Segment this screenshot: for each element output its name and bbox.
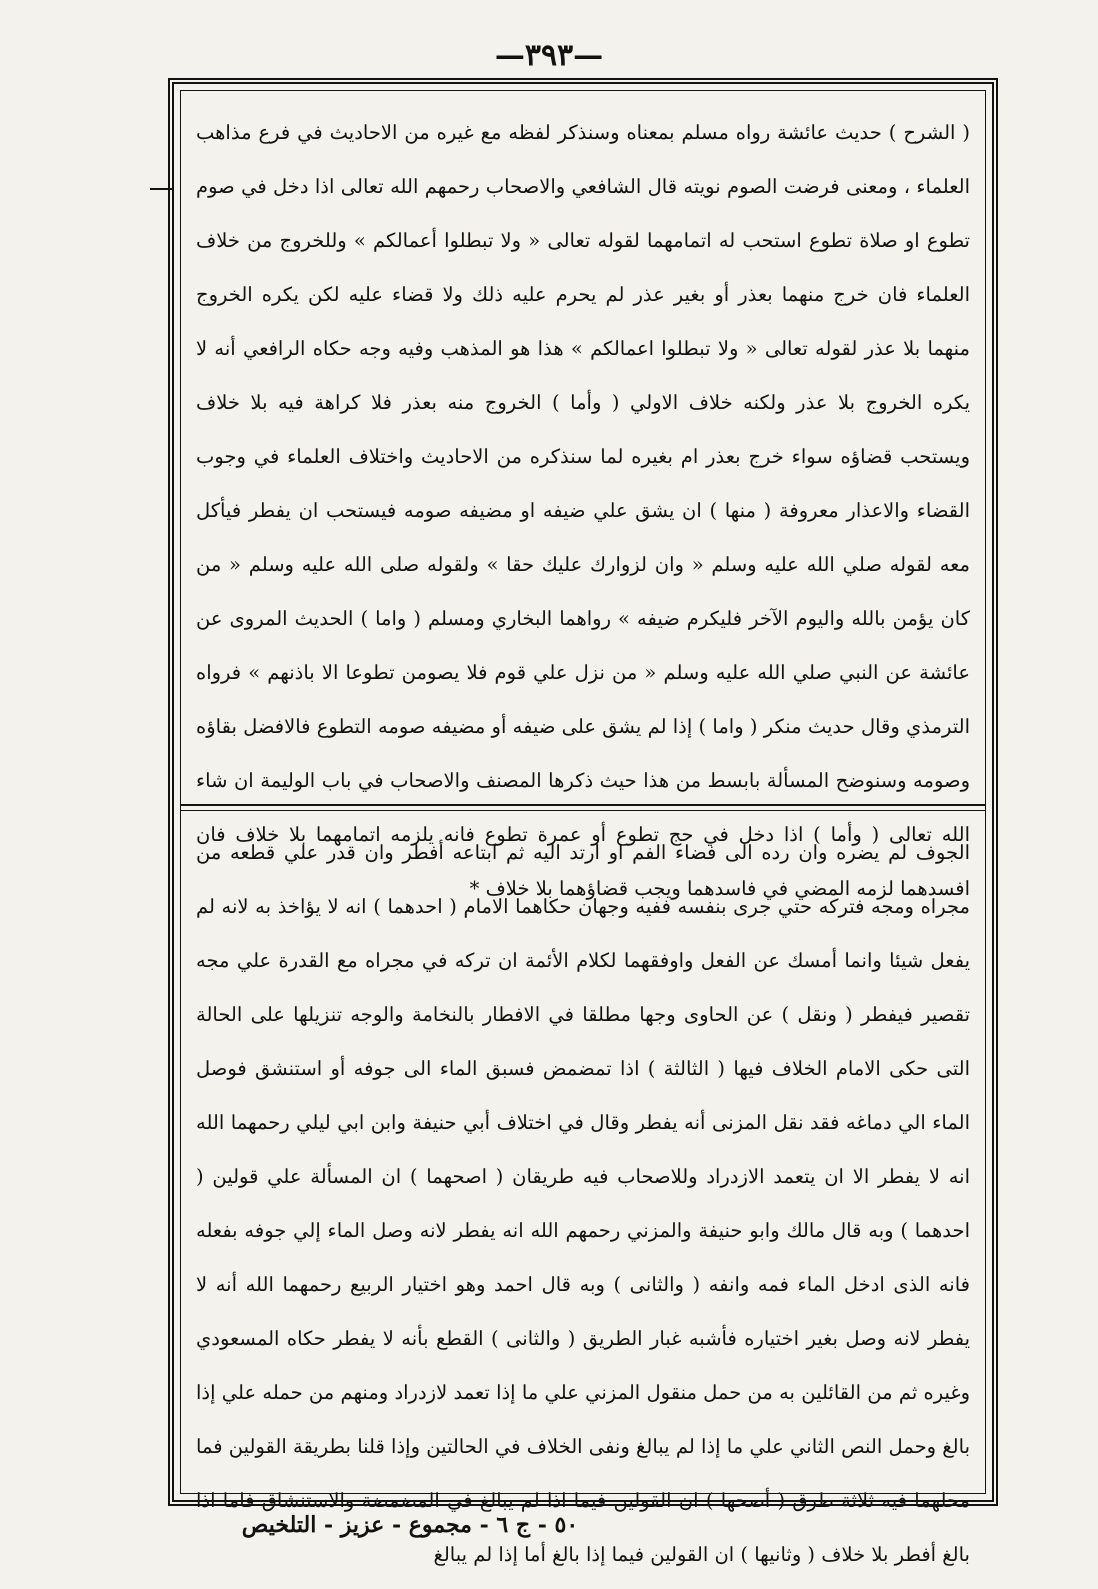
- commentary-text: ( الشرح ) حديث عائشة رواه مسلم بمعناه وسنذكر لفظه مع غيره من الاحاديث في فرع مذاهب العلماء ، ومعنى فرضت الصوم نويته قال الشافعي والاصحاب رحمهم الله تعالى اذا دخل في صوم تطوع او صلاة تطوع استحب له اتمامهما لقوله تعالى « ولا تبطلوا أعمالكم » وللخروج من خلاف العلماء فان خرج منهما بعذر أو بغير عذر لم يحرم عليه ذلك ولا قضاء عليه لكن يكره الخروج منهما بلا عذر لقوله تعالى « ولا تبطلوا اعمالكم » هذا هو المذهب وفيه وجه حكاه الرافعي أنه لا يكره الخروج بلا عذر ولكنه خلاف الاولي ( وأما ) الخروج منه بعذر فلا كراهة فيه بلا خلاف ويستحب قضاؤه سواء خرج بعذر ام بغيره لما سنذكره من الاحاديث واختلاف العلماء في وجوب القضاء والاعذار معروفة ( منها ) ان يشق علي ضيفه او مضيفه صومه فيستحب ان يفطر فيأكل معه لقوله صلي الله عليه وسلم « وان لزوارك عليك حقا » ولقوله صلى الله عليه وسلم « من كان يؤمن بالله واليوم الآخر فليكرم ضيفه » رواهما البخاري ومسلم ( واما ) الحديث المروى عن عائشة عن النبي صلي الله عليه وسلم « من نزل علي قوم فلا يصومن تطوعا الا باذنهم » فرواه الترمذي وقال حديث منكر ( واما ) إذا لم يشق على ضيفه أو مضيفه صومه التطوع فالافضل بقاؤه وصومه وسنوضح المسألة بابسط من هذا حيث ذكرها المصنف والاصحاب في باب الوليمة ان شاء الله تعالى ( وأما ) اذا دخل في حج تطوع أو عمرة تطوع فانه يلزمه اتمامهما بلا خلاف فان افسدهما لزمه المضي في فاسدهما ويجب قضاؤهما بلا خلاف *: [196, 121, 970, 900]
- section-divider: [180, 804, 986, 806]
- page-number: —٣٩٣—: [494, 38, 604, 73]
- footer-signature: ٥٠ - ج ٦ - مجموع - عزيز - التلخيص: [241, 1512, 579, 1538]
- main-text: الجوف لم يضره وان رده الى فضاء الفم او ارتد اليه ثم ابتاعه أفطر وان قدر علي قطعه من مجراه ومجه فتركه حتي جرى بنفسه ففيه وجهان حكاهما الامام ( احدهما ) انه لا يؤاخذ به لانه لم يفعل شيئا وانما أمسك عن الفعل واوفقهما لكلام الأئمة ان تركه في مجراه مع القدرة علي مجه تقصير فيفطر ( ونقل ) عن الحاوى وجها مطلقا في الافطار بالنخامة والوجه تنزيلها على الحالة التى حكى الامام الخلاف فيها ( الثالثة ) اذا تمضمض فسبق الماء الى جوفه أو استنشق فوصل الماء الي دماغه فقد نقل المزنى أنه يفطر وقال في اختلاف أبي حنيفة وابن ابي ليلي رحمهما الله انه لا يفطر الا ان يتعمد الازدراد وللاصحاب فيه طريقان ( اصحهما ) ان المسألة علي قولين ( احدهما ) وبه قال مالك وابو حنيفة والمزني رحمهم الله انه يفطر لانه وصل الماء إلي جوفه بفعله فانه الذى ادخل الماء فمه وانفه ( والثانى ) وبه قال احمد وهو اختيار الربيع رحمهما الله أنه لا يفطر لانه وصل بغير اختياره فأشبه غبار الطريق ( والثانى ) القطع بأنه لا يفطر حكاه المسعودي وغيره ثم من القائلين به من حمل منقول المزني علي ما إذا تعمد لازدراد ومنهم من حمله علي إذا بالغ وحمل النص الثاني علي ما إذا لم يبالغ ونفى الخلاف في الحالتين وإذا قلنا بطريقة القولين فما محلهما فيه ثلاثة طرق ( أصحها ) ان القولين فيما اذا لم يبالغ في المضمضة والاستنشاق فاما اذا بالغ أفطر بلا خلاف ( وثانيها ) ان القولين فيما إذا بالغ أما إذا لم يبالغ: [196, 841, 970, 1566]
- section-divider-thin: [180, 810, 986, 811]
